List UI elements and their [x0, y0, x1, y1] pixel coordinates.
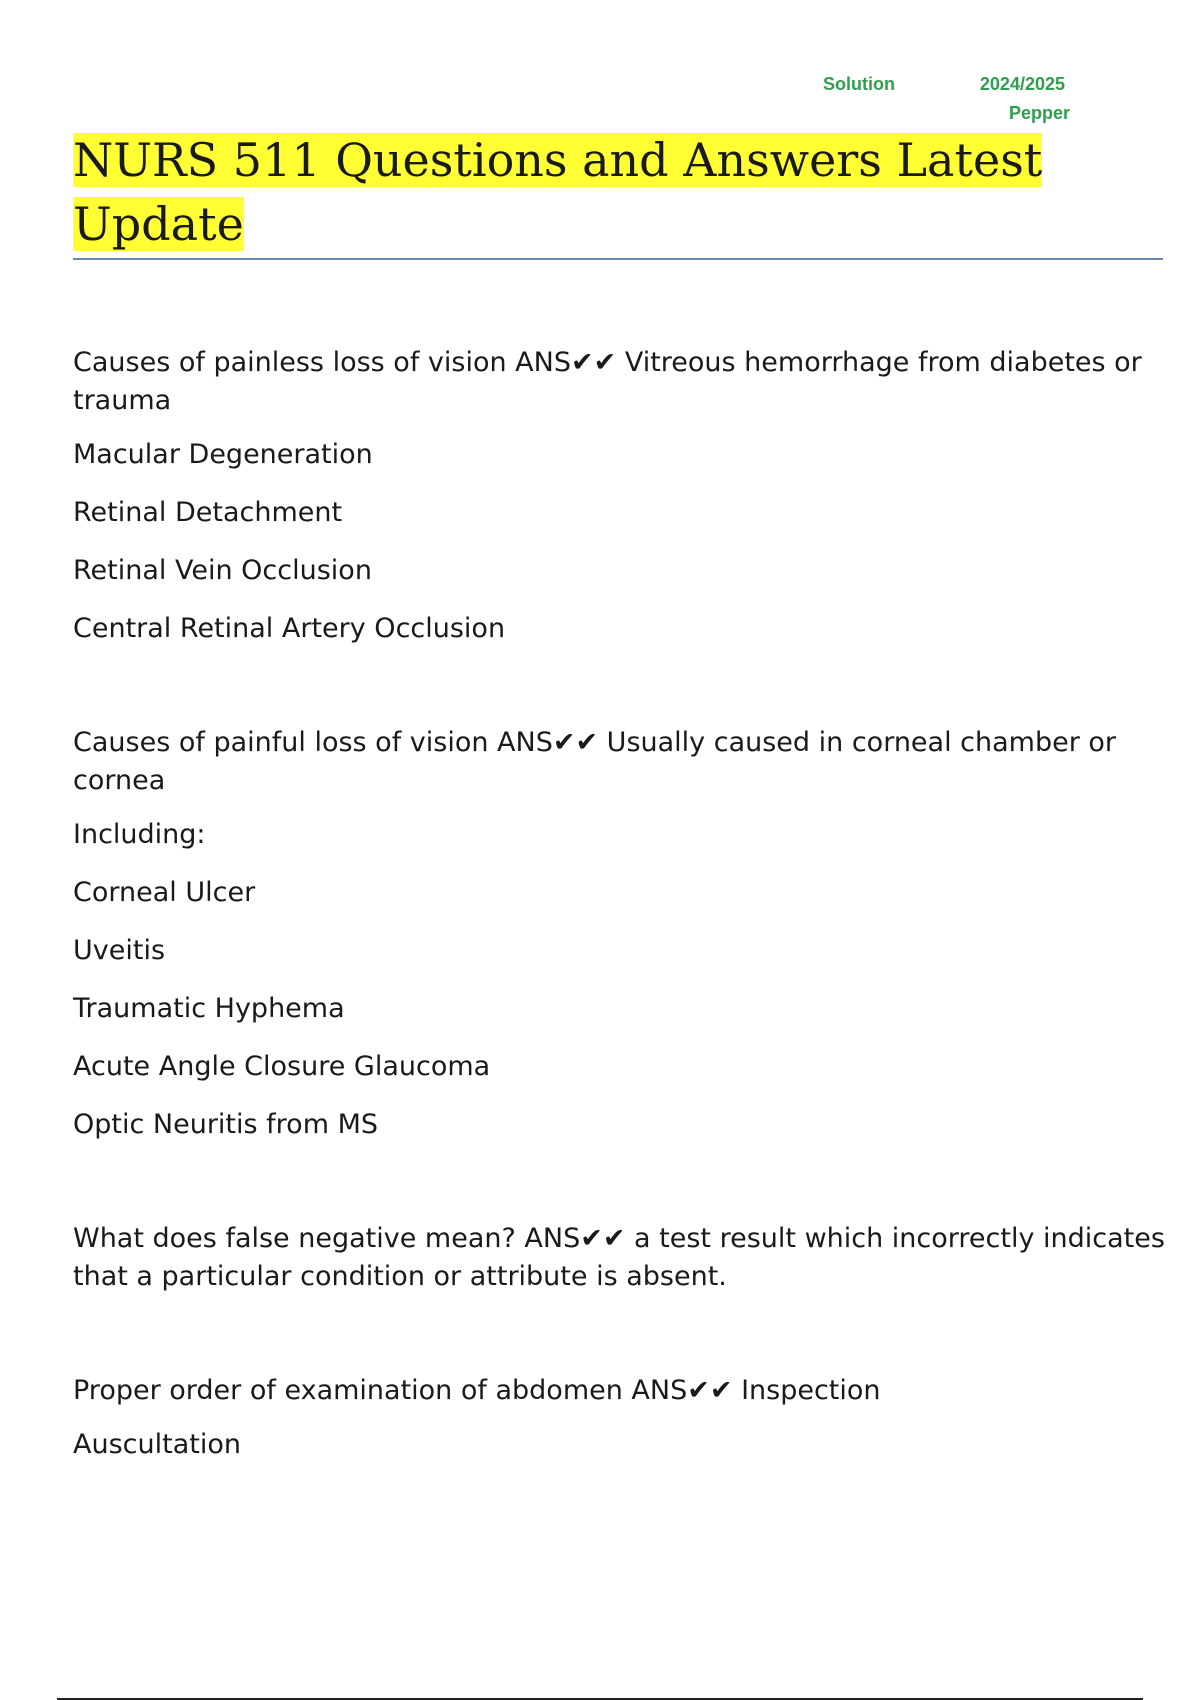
qa-item — [73, 724, 1173, 1144]
qa-item — [73, 344, 1173, 648]
title-block — [73, 128, 1163, 256]
qa-answer-line: Optic Neuritis from MS — [73, 1109, 379, 1140]
qa-answer-line: Retinal Detachment — [73, 497, 343, 528]
solution-label: Solution — [823, 74, 895, 94]
qa-question: What does false negative mean? ANS✔✔ a test result which incorrectly indicates that a particular condition or attribute is absent. — [73, 1223, 1165, 1292]
qa-answer-line: Auscultation — [73, 1429, 241, 1460]
year-label: 2024/2025 — [979, 74, 1065, 94]
qa-answer-line: Central Retinal Artery Occlusion — [73, 613, 506, 644]
qa-question: Causes of painless loss of vision ANS✔✔ Vitreous hemorrhage from diabetes or trauma — [73, 347, 1142, 416]
title-divider — [73, 258, 1163, 260]
qa-item — [73, 1372, 1173, 1464]
qa-answer-line: Traumatic Hyphema — [73, 993, 345, 1024]
qa-question: Causes of painful loss of vision ANS✔✔ Usually caused in corneal chamber or cornea — [73, 727, 1117, 796]
qa-answer-line: Retinal Vein Occlusion — [73, 555, 372, 586]
page-title-text: NURS 511 Questions and Answers Latest Update — [73, 133, 1043, 251]
qa-question: Proper order of examination of abdomen ANS✔✔ Inspection — [73, 1375, 881, 1406]
document-body — [73, 344, 1173, 1484]
qa-answer-line: Acute Angle Closure Glaucoma — [73, 1051, 491, 1082]
qa-answer-line: Uveitis — [73, 935, 166, 966]
qa-answer-line: Corneal Ulcer — [73, 877, 256, 908]
qa-item — [73, 1220, 1173, 1296]
qa-answer-line: Including: — [73, 819, 206, 850]
author-label: Pepper — [1008, 103, 1070, 123]
qa-answer-line: Macular Degeneration — [73, 439, 373, 470]
page-title — [73, 128, 1163, 256]
